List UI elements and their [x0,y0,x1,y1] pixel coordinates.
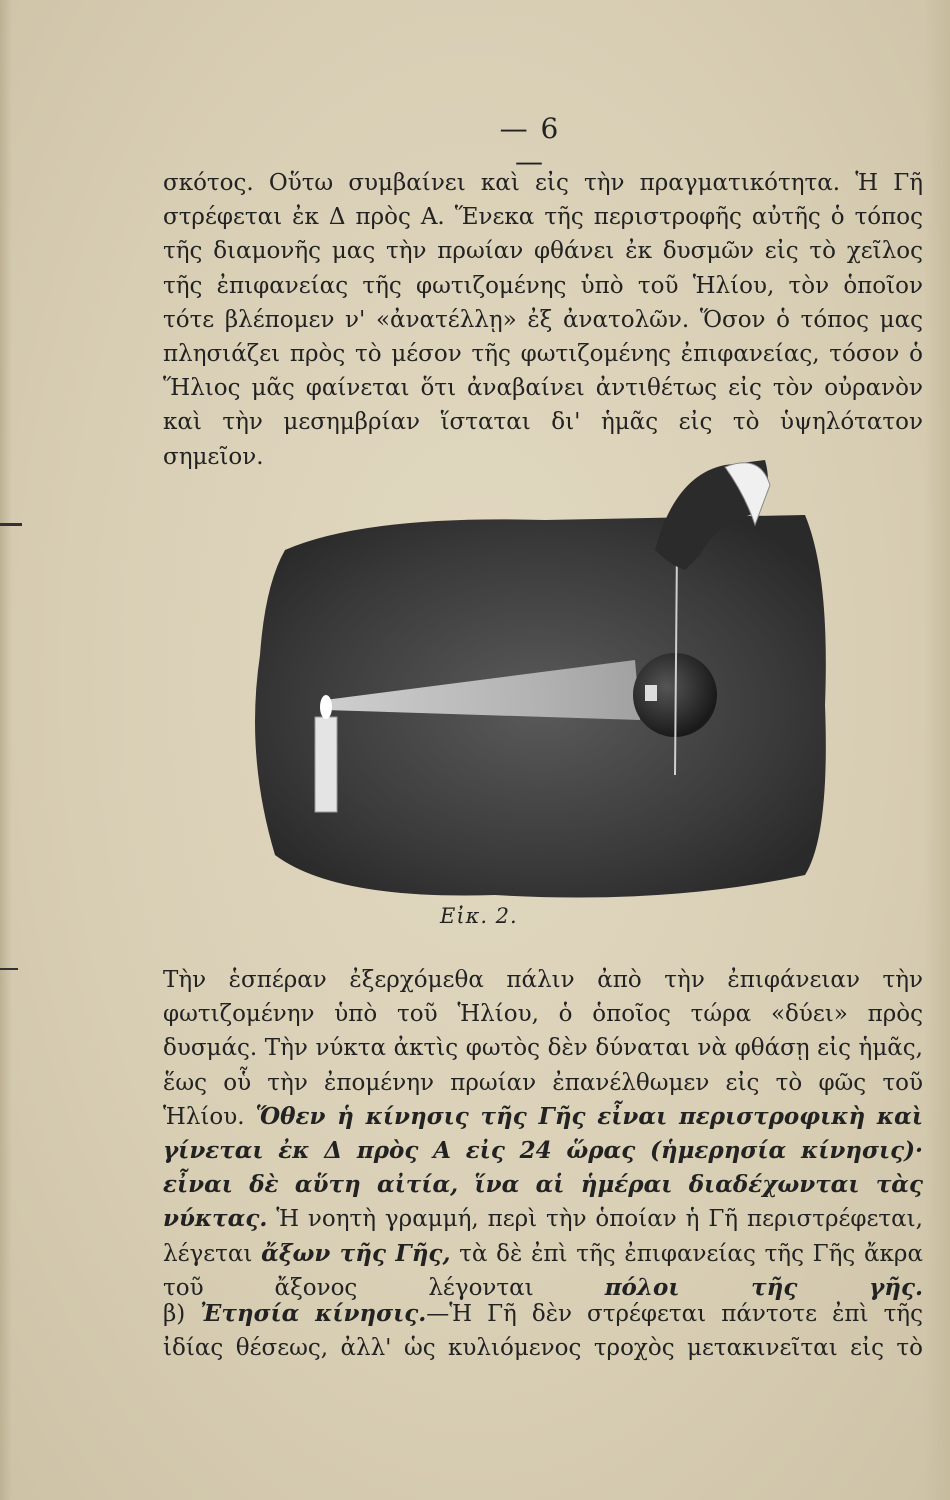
paragraph-2-bold-1: Ὅθεν ἡ κίνησις τῆς Γῆς εἶναι περιστροφικὴ καὶ γίνεται ἐκ Δ πρὸς Α εἰς 24 ὥρας (ἡμερησία κίνησις)· εἶναι δὲ αὕτη αἰτία, ἵνα αἱ ἡμέραι διαδέχωνται τὰς νύκτας. [163,1102,923,1233]
paragraph-3-bold: Ἐτησία κίνησις. [200,1300,427,1327]
paragraph-3 [163,1297,923,1365]
paragraph-3-prefix: β) [163,1301,201,1327]
paragraph-2-bold-2: ἄξων τῆς Γῆς, [261,1239,451,1267]
margin-mark-left [0,523,22,526]
paragraph-2-text-3: τὰ δὲ ἐπὶ τῆς ἐπιφανείας τῆς Γῆς ἄκρα τοῦ ἄξονος λέγονται [163,1240,923,1301]
figure-caption: Εἰκ. 2. [440,904,518,928]
page-number: — 6 — [499,112,561,178]
paragraph-2-bold-3: πόλοι τῆς γῆς. [604,1273,923,1301]
paragraph-3-text: —Ἡ Γῆ δὲν στρέφεται πάντοτε ἐπὶ τῆς ἰδίας θέσεως, ἀλλ' ὡς κυλιόμενος τροχὸς μετακινεῖται εἰς τὸ [163,1301,923,1362]
candle-flame [320,695,332,719]
paragraph-1: σκότος. Οὕτω συμβαίνει καὶ εἰς τὴν πραγματικότητα. Ἡ Γῆ στρέφεται ἐκ Δ πρὸς Α. Ἕνεκα τῆς περιστροφῆς αὐτῆς ὁ τόπος τῆς διαμονῆς μας τὴν πρωίαν φθάνει ἐκ δυσμῶν εἰς τὸ χεῖλος τῆς ἐπιφανείας τῆς φωτιζομένης ὑπὸ τοῦ Ἡλίου, τὸν ὁποῖον τότε βλέπομεν ν' «ἀνατέλλῃ» ἐξ ἀνατολῶν. Ὅσον ὁ τόπος μας πλησιάζει πρὸς τὸ μέσον τῆς φωτιζομένης ἐπιφανείας, τόσον ὁ Ἥλιος μᾶς φαίνεται ὅτι ἀναβαίνει ἀντιθέτως εἰς τὸν οὐρανὸν καὶ τὴν μεσημβρίαν ἵσταται δι' ἡμᾶς εἰς τὸ ὑψηλότατον σημεῖον. [163,170,923,470]
paragraph-2 [163,963,923,1305]
page-edge-left [0,0,12,1500]
paragraph-2-text-1: Τὴν ἑσπέραν ἐξερχόμεθα πάλιν ἀπὸ τὴν ἐπιφάνειαν τὴν φωτιζομένην ὑπὸ τοῦ Ἡλίου, ὁ ὁποῖος τώρα «δύει» πρὸς δυσμάς. Τὴν νύκτα ἀκτὶς φωτὸς δὲν δύναται νὰ φθάσῃ εἰς ἡμᾶς, ἕως οὗ τὴν ἐπομένην πρωίαν ἐπανέλθωμεν εἰς τὸ φῶς τοῦ Ἡλίου. [163,967,923,1130]
globe-marker [645,685,657,701]
margin-mark-left-2 [0,968,18,970]
page-edge-right [924,0,950,1500]
candle [315,717,337,812]
paragraph-2-text-2: Ἡ νοητὴ γραμμή, περὶ τὴν ὁποίαν ἡ Γῆ περιστρέφεται, λέγεται [163,1206,923,1267]
figure-illustration [245,455,835,910]
